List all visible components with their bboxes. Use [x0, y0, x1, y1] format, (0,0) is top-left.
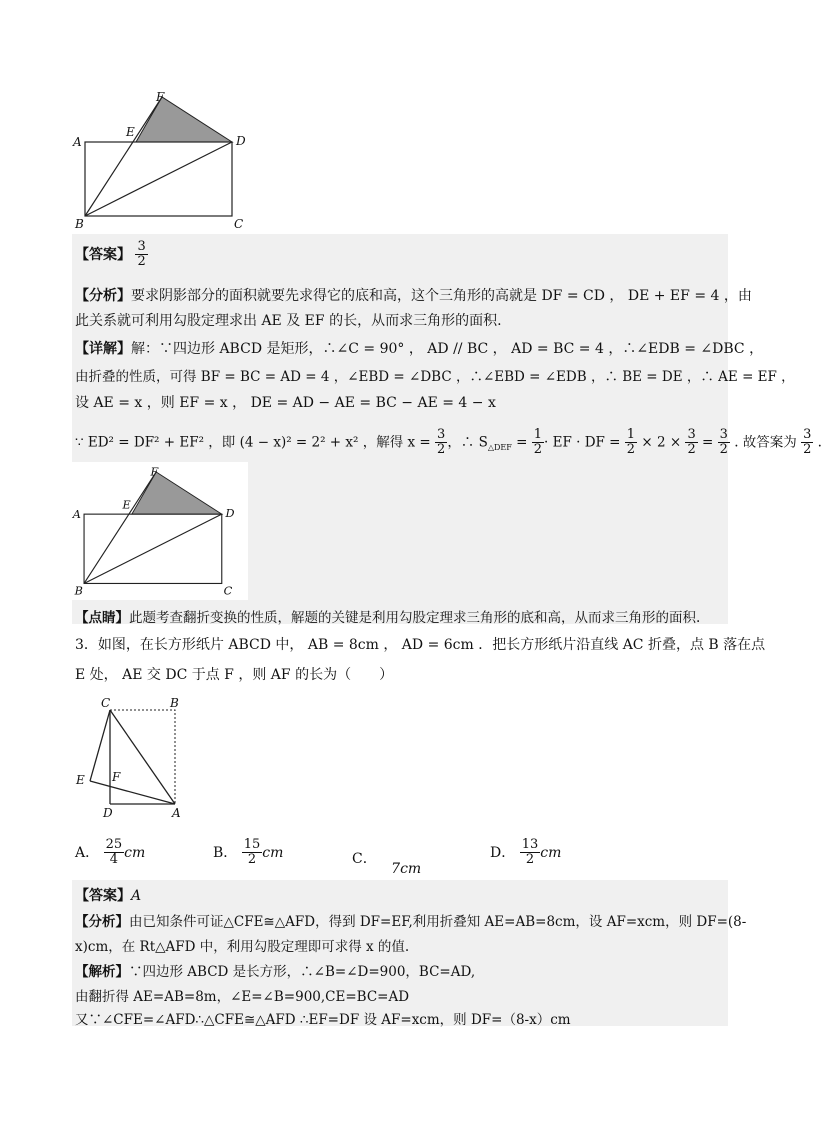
- label-b: B: [74, 584, 83, 598]
- solution-3-line-1: 【解析】∵四边形 ABCD 是长方形，∴∠B=∠D=900，BC=AD,: [75, 964, 476, 980]
- line-bd: [85, 142, 232, 216]
- label-c: C: [223, 584, 233, 598]
- line-bd: [84, 514, 222, 583]
- question-3-line-2: E 处， AE 交 DC 于点 F ，则 AF 的长为（ ）: [75, 667, 394, 683]
- line-bf: [85, 97, 162, 216]
- option-b[interactable]: B． $\frac{15}{2}$ cm: [213, 837, 284, 868]
- label-f: F: [150, 465, 159, 479]
- answer-label: 【答案】: [75, 246, 131, 263]
- answer-1: [75, 240, 148, 270]
- figure-2-rectangle-fold: [70, 462, 248, 600]
- analysis-3-line-2: x)cm，在 Rt△AFD 中，利用勾股定理即可求得 x 的值.: [75, 939, 410, 955]
- comment-1: 【点睛】此题考查翻折变换的性质，解题的关键是利用勾股定理求三角形的底和高，从而求三角形的面积.: [75, 610, 701, 626]
- label-f: F: [112, 770, 121, 784]
- figure-1-rectangle-fold: [70, 90, 260, 230]
- solution-3-line-3: 又∵∠CFE=∠AFD∴△CFE≅△AFD ∴EF=DF 设 AF=xcm，则 DF=（8-x）cm: [75, 1012, 571, 1028]
- label-c: C: [234, 217, 244, 231]
- shaded-triangle-def: [136, 97, 232, 142]
- label-e: E: [126, 125, 135, 139]
- detail-1-line-4: ∵ ED² = DF² + EF² ，即 (4 − x)² = 2² + x² ，解得 x = $\frac{3}{2}$ ，∴ $S_{\triangle DEF}$ = $\frac{1}{2}$ · EF · DF = $\frac{1}{2}$ × 2 × $\frac{3}{2}$ = $\frac{3}{2}$ . 故答案为 $\frac{3}{2}$ .: [75, 427, 822, 458]
- answer-3: 【答案】A: [75, 888, 142, 904]
- label-f: F: [156, 90, 165, 104]
- label-a: A: [73, 135, 82, 149]
- label-a: A: [172, 806, 181, 820]
- label-e: E: [76, 773, 85, 787]
- label-e: E: [122, 498, 131, 512]
- detail-1-line-1: 【详解】解：∵四边形 ABCD 是矩形，∴∠C = 90° ， AD // BC ， AD = BC = 4 ，∴∠EDB = ∠DBC ，: [75, 341, 764, 357]
- option-a[interactable]: A． $\frac{25}{4}$ cm: [75, 837, 146, 868]
- line-ce: [90, 710, 110, 781]
- option-c[interactable]: C． 7cm: [352, 851, 422, 877]
- label-d: D: [225, 506, 235, 520]
- detail-1-line-3: 设 AE = x ，则 EF = x ， DE = AD − AE = BC − AE = 4 − x: [75, 395, 496, 411]
- line-ca: [110, 710, 175, 804]
- label-a: A: [72, 507, 81, 521]
- analysis-3-line-1: 【分析】由已知条件可证△CFE≅△AFD，得到 DF=EF,利用折叠知 AE=AB=8cm，设 AF=xcm，则 DF=(8-: [75, 914, 747, 930]
- label-c: C: [101, 696, 111, 710]
- answer-fraction: $\frac{3}{2}$: [137, 239, 146, 270]
- solution-3-line-2: 由翻折得 AE=AB=8m，∠E=∠B=900,CE=BC=AD: [75, 989, 410, 1005]
- label-d: D: [236, 134, 246, 148]
- shaded-triangle-def: [132, 472, 222, 514]
- line-bf: [84, 472, 156, 583]
- label-d: D: [103, 806, 113, 820]
- figure-3-fold-rectangle: [72, 694, 192, 824]
- detail-1-line-2: 由折叠的性质，可得 BF = BC = AD = 4 ，∠EBD = ∠DBC ，∴∠EBD = ∠EDB ，∴ BE = DE ，∴ AE = EF ，: [75, 369, 795, 385]
- option-d[interactable]: D． $\frac{13}{2}$ cm: [490, 837, 562, 868]
- question-3-line-1: 3．如图，在长方形纸片 ABCD 中， AB = 8cm ， AD = 6cm ．把长方形纸片沿直线 AC 折叠，点 B 落在点: [75, 637, 766, 653]
- analysis-1-line-1: 【分析】要求阴影部分的面积就要先求得它的底和高，这个三角形的高就是 DF = CD ， DE + EF = 4 ，由: [75, 288, 752, 304]
- label-b: B: [75, 217, 84, 231]
- label-b: B: [170, 696, 179, 710]
- analysis-1-line-2: 此关系就可利用勾股定理求出 AE 及 EF 的长，从而求三角形的面积.: [75, 313, 502, 329]
